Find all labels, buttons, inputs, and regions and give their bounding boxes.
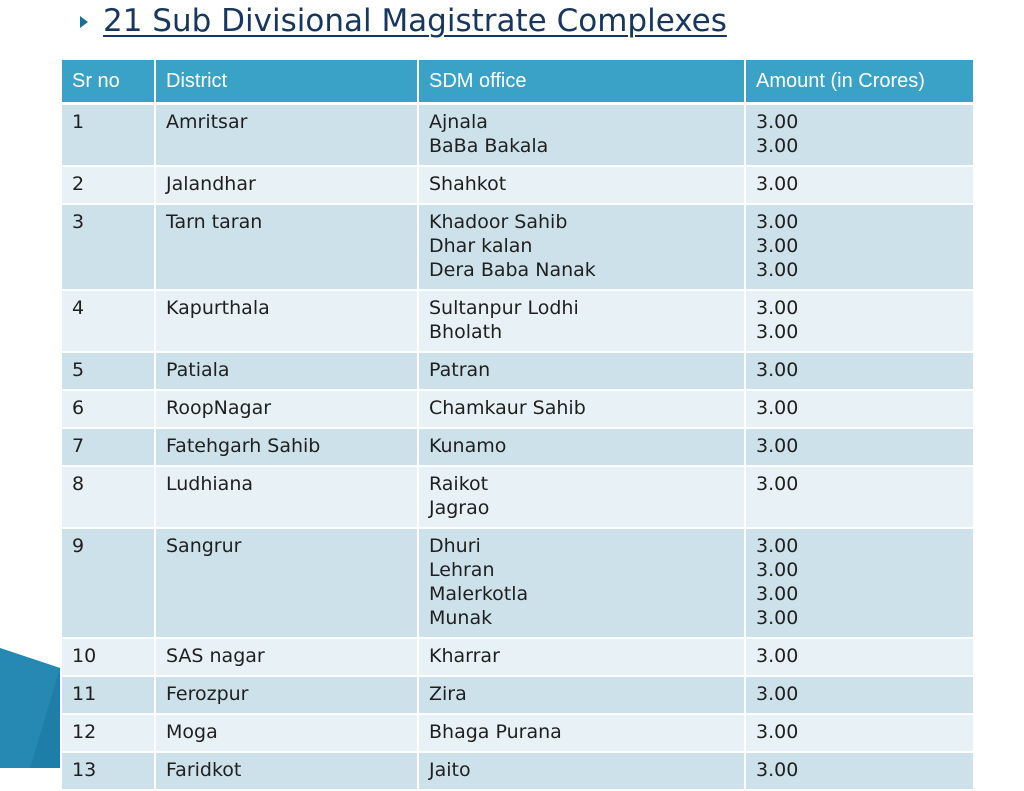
sdm-office-name: Ajnala [429, 111, 488, 133]
table-row [61, 204, 974, 290]
amount-value: 3.00 [756, 559, 799, 581]
cell-sr-no: 6 [61, 390, 155, 428]
cell-sr-no: 12 [61, 714, 155, 752]
amount-value: 3.00 [756, 211, 799, 233]
cell-district: Kapurthala [155, 290, 418, 352]
cell-sr-no: 11 [61, 676, 155, 714]
cell-sdm-office [418, 166, 745, 204]
cell-amount [745, 428, 974, 466]
table-row [61, 390, 974, 428]
cell-district: Fatehgarh Sahib [155, 428, 418, 466]
amount-value: 3.00 [756, 321, 799, 343]
amount-value: 3.00 [756, 173, 799, 195]
cell-district: Ludhiana [155, 466, 418, 528]
cell-sdm-office [418, 390, 745, 428]
amount-value: 3.00 [756, 721, 799, 743]
sdm-office-name: Zira [429, 683, 467, 705]
cell-sr-no: 13 [61, 752, 155, 790]
cell-amount [745, 714, 974, 752]
table-row [61, 466, 974, 528]
cell-district: Patiala [155, 352, 418, 390]
cell-amount [745, 104, 974, 167]
cell-sdm-office [418, 104, 745, 167]
cell-sr-no: 2 [61, 166, 155, 204]
sdm-complex-table [60, 58, 975, 791]
table-row [61, 428, 974, 466]
table-row [61, 528, 974, 638]
sdm-office-name: Sultanpur Lodhi [429, 297, 579, 319]
cell-district: Moga [155, 714, 418, 752]
cell-sr-no: 5 [61, 352, 155, 390]
amount-value: 3.00 [756, 535, 799, 557]
amount-value: 3.00 [756, 259, 799, 281]
cell-amount [745, 676, 974, 714]
cell-sr-no: 1 [61, 104, 155, 167]
triangle-bullet-icon [80, 16, 88, 28]
cell-sr-no: 8 [61, 466, 155, 528]
sdm-office-name: Jaito [429, 759, 471, 781]
cell-sr-no: 7 [61, 428, 155, 466]
cell-sdm-office [418, 528, 745, 638]
cell-amount [745, 390, 974, 428]
amount-value: 3.00 [756, 759, 799, 781]
cell-sdm-office [418, 466, 745, 528]
amount-value: 3.00 [756, 359, 799, 381]
sdm-office-name: Shahkot [429, 173, 507, 195]
sdm-office-name: Bholath [429, 321, 503, 343]
sdm-office-name: Raikot [429, 473, 489, 495]
table-row [61, 352, 974, 390]
amount-value: 3.00 [756, 435, 799, 457]
cell-sdm-office [418, 638, 745, 676]
sdm-office-name: Patran [429, 359, 491, 381]
cell-district: Ferozpur [155, 676, 418, 714]
table-body [61, 104, 974, 791]
cell-amount [745, 290, 974, 352]
amount-value: 3.00 [756, 397, 799, 419]
corner-swoosh-shape [0, 648, 60, 768]
table-row [61, 638, 974, 676]
cell-sdm-office [418, 676, 745, 714]
table-row [61, 752, 974, 790]
cell-sdm-office [418, 204, 745, 290]
cell-district: Jalandhar [155, 166, 418, 204]
cell-district: Amritsar [155, 104, 418, 167]
cell-sr-no: 4 [61, 290, 155, 352]
header-district: District [155, 59, 418, 104]
cell-sdm-office [418, 428, 745, 466]
sdm-office-name: Bhaga Purana [429, 721, 562, 743]
cell-district: Tarn taran [155, 204, 418, 290]
cell-sr-no: 3 [61, 204, 155, 290]
cell-sr-no: 9 [61, 528, 155, 638]
sdm-office-name: Lehran [429, 559, 495, 581]
table-row [61, 714, 974, 752]
sdm-office-name: BaBa Bakala [429, 135, 549, 157]
amount-value: 3.00 [756, 683, 799, 705]
sdm-office-name: Dera Baba Nanak [429, 259, 596, 281]
sdm-office-name: Kharrar [429, 645, 500, 667]
sdm-office-name: Munak [429, 607, 493, 629]
sdm-office-name: Jagrao [429, 497, 490, 519]
cell-sdm-office [418, 714, 745, 752]
cell-amount [745, 352, 974, 390]
sdm-office-name: Chamkaur Sahib [429, 397, 586, 419]
table-row [61, 676, 974, 714]
cell-sdm-office [418, 752, 745, 790]
amount-value: 3.00 [756, 235, 799, 257]
table-row [61, 166, 974, 204]
cell-district: SAS nagar [155, 638, 418, 676]
cell-amount [745, 204, 974, 290]
cell-sdm-office [418, 290, 745, 352]
amount-value: 3.00 [756, 135, 799, 157]
header-amount: Amount (in Crores) [745, 59, 974, 104]
cell-amount [745, 466, 974, 528]
amount-value: 3.00 [756, 111, 799, 133]
sdm-office-name: Malerkotla [429, 583, 529, 605]
sdm-office-name: Dhar kalan [429, 235, 533, 257]
sdm-office-name: Kunamo [429, 435, 507, 457]
amount-value: 3.00 [756, 645, 799, 667]
cell-sr-no: 10 [61, 638, 155, 676]
cell-district: Faridkot [155, 752, 418, 790]
cell-amount [745, 166, 974, 204]
sdm-office-name: Dhuri [429, 535, 481, 557]
cell-amount [745, 638, 974, 676]
amount-value: 3.00 [756, 583, 799, 605]
table-row [61, 104, 974, 167]
amount-value: 3.00 [756, 607, 799, 629]
page-title: 21 Sub Divisional Magistrate Complexes [103, 3, 727, 39]
table-row [61, 290, 974, 352]
cell-amount [745, 528, 974, 638]
table-header-row [61, 59, 974, 104]
amount-value: 3.00 [756, 297, 799, 319]
amount-value: 3.00 [756, 473, 799, 495]
sdm-office-name: Khadoor Sahib [429, 211, 568, 233]
header-sr-no: Sr no [61, 59, 155, 104]
header-sdm-office: SDM office [418, 59, 745, 104]
cell-amount [745, 752, 974, 790]
cell-sdm-office [418, 352, 745, 390]
cell-district: RoopNagar [155, 390, 418, 428]
cell-district: Sangrur [155, 528, 418, 638]
